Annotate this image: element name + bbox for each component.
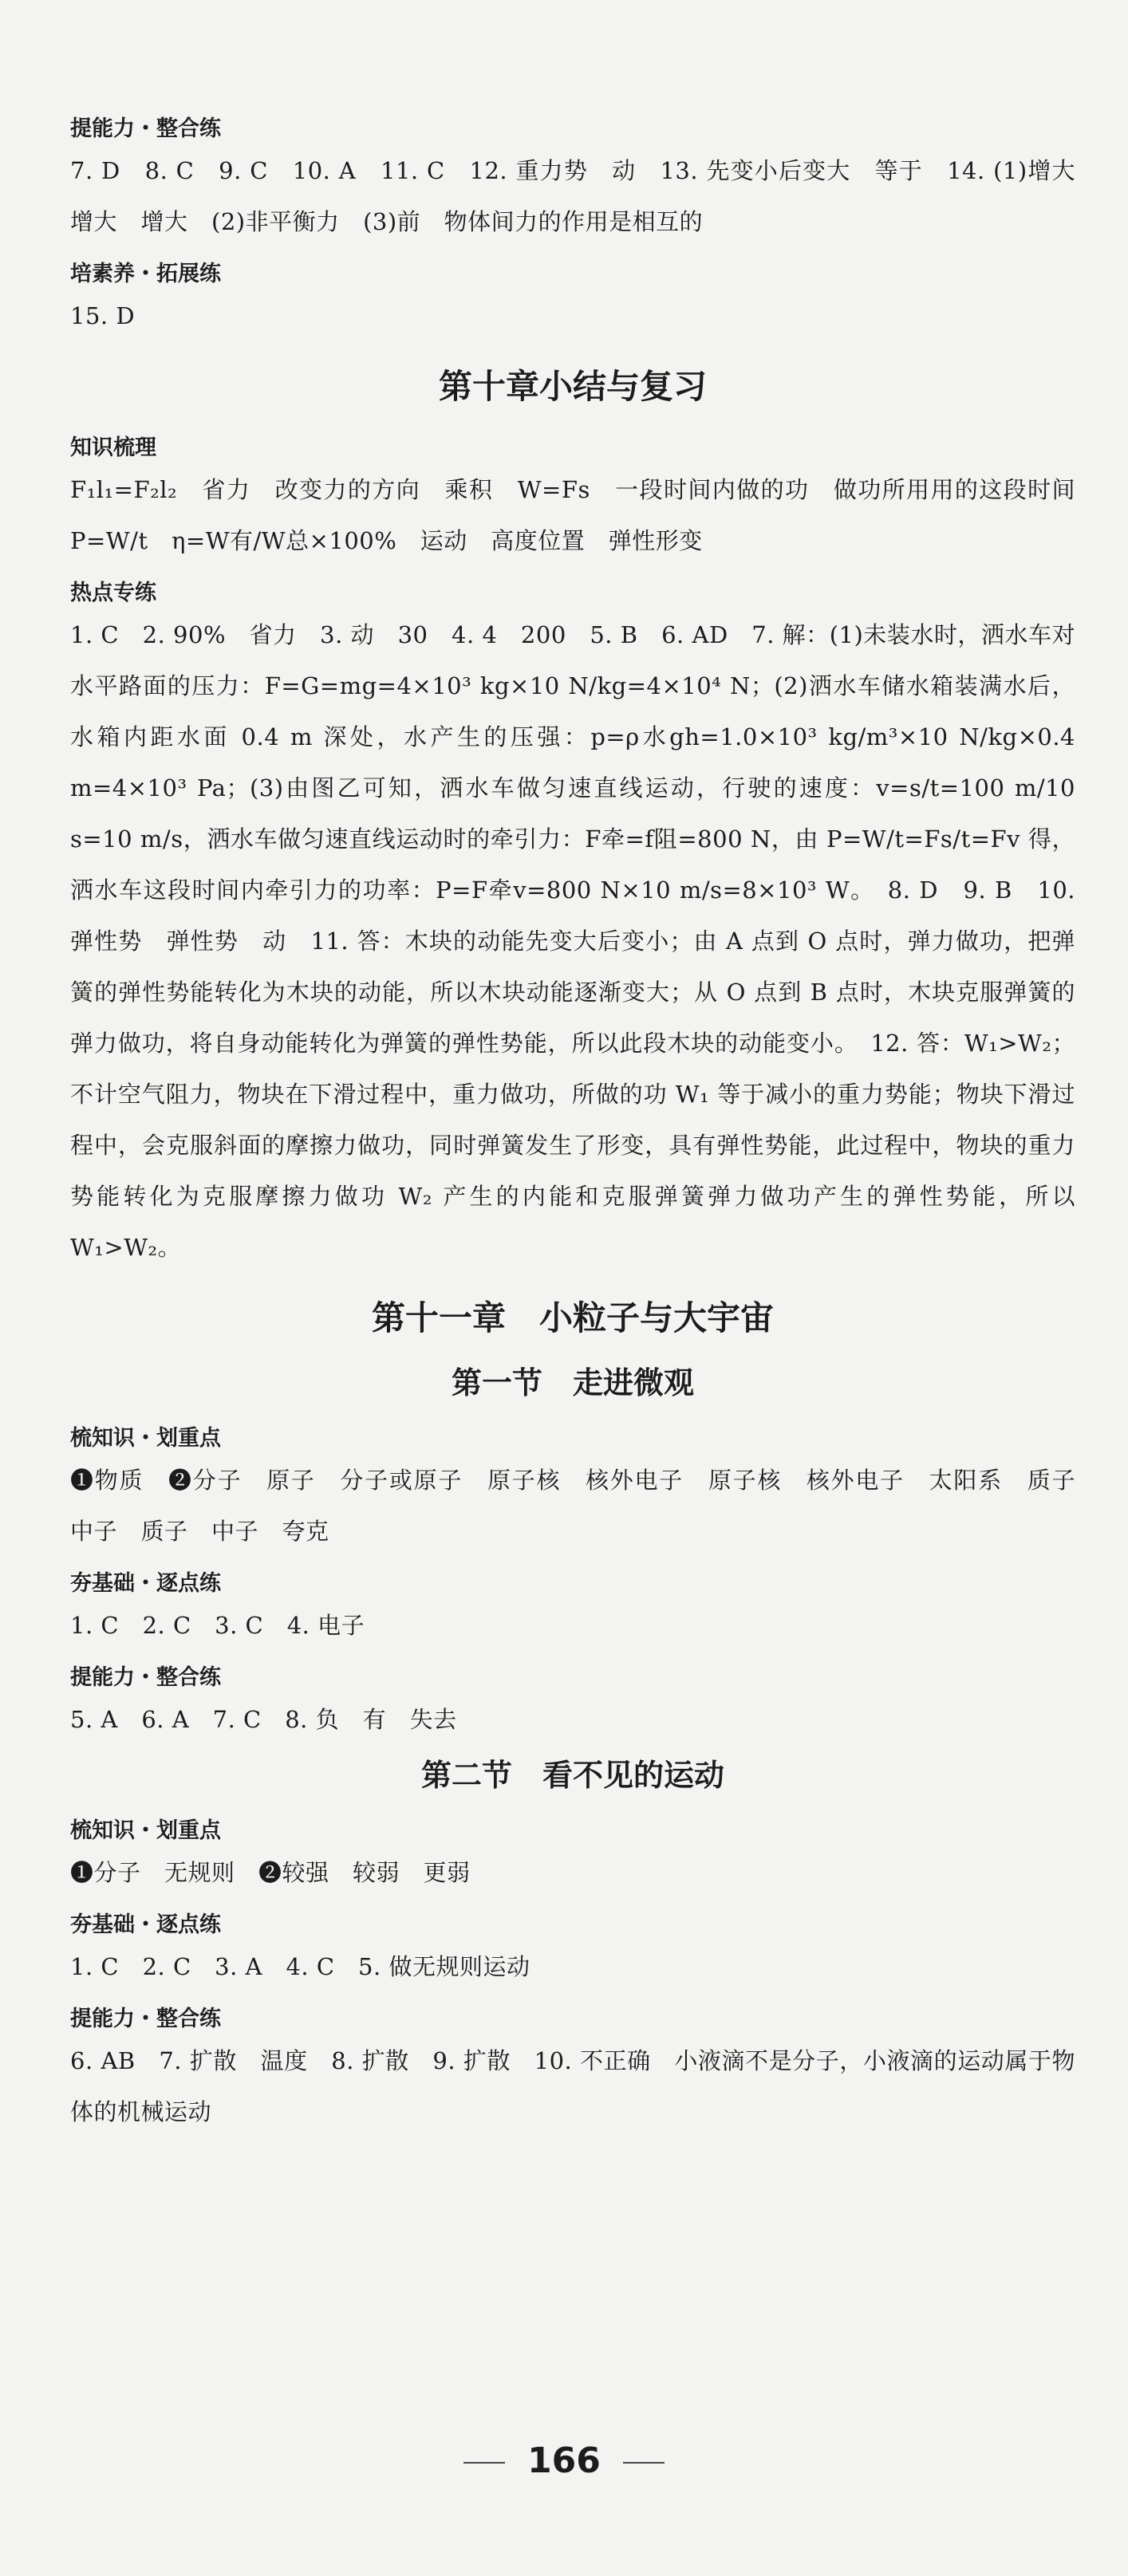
answer-paragraph: 5. A 6. A 7. C 8. 负 有 失去 <box>70 1706 457 1733</box>
section-label: 热点专练 <box>70 581 156 605</box>
answer-paragraph: 15. D <box>70 302 136 329</box>
section-label: 提能力・整合练 <box>70 116 221 141</box>
section-title: 第一节 走进微观 <box>451 1365 694 1400</box>
section-label: 知识梳理 <box>70 435 156 460</box>
section-label: 提能力・整合练 <box>70 2007 221 2031</box>
answer-paragraph: 1. C 2. C 3. C 4. 电子 <box>70 1612 365 1639</box>
footer-dash-right <box>623 2462 665 2464</box>
answer-paragraph: ❶分子 无规则 ❷较强 较弱 更弱 <box>70 1859 471 1886</box>
answer-paragraph: 1. C 2. 90% 省力 3. 动 30 4. 4 200 5. B 6. AD 7. 解：(1)未装水时，洒水车对水平路面的压力：F=G=mg=4×10³ kg×10 N/kg=4×10⁴ N；(2)洒水车储水箱装满水后，水箱内距水面 0.4 m 深处，水产生的压强：p=ρ水gh=1.0×10³ kg/m³×10 N/kg×0.4 m=4×10³ Pa；(3)由图乙可知，洒水车做匀速直线运动，行驶的速度：v=s/t=100 m/10 s=10 m/s，洒水车做匀速直线运动时的牵引力：F牵=f阻=800 N，由 P=W/t=Fs/t=Fv 得，洒水车这段时间内牵引力的功率：P=F牵v=800 N×10 m/s=8×10³ W。 8. D 9. B 10. 弹性势 弹性势 动 11. 答：木块的动能先变大后变小；由 A 点到 O 点时，弹力做功，把弹簧的弹性势能转化为木块的动能，所以木块动能逐渐变大；从 O 点到 B 点时，木块克服弹簧的弹力做功，将自身动能转化为弹簧的弹性势能，所以此段木块的动能变小。 12. 答：W₁>W₂；不计空气阻力，物块在下滑过程中，重力做功，所做的功 W₁ 等于减小的重力势能；物块下滑过程中，会克服斜面的摩擦力做功，同时弹簧发生了形变，具有弹性势能，此过程中，物块的重力势能转化为克服摩擦力做功 W₂ 产生的内能和克服弹簧弹力做功产生的弹性势能，所以 W₁>W₂。 <box>70 621 1075 1261</box>
page-number: 166 <box>527 2440 601 2481</box>
answer-paragraph: 7. D 8. C 9. C 10. A 11. C 12. 重力势 动 13. 先变小后变大 等于 14. (1)增大 增大 增大 (2)非平衡力 (3)前 物体间力的作用是相互的 <box>70 157 1099 235</box>
chapter-title: 第十一章 小粒子与大宇宙 <box>371 1298 774 1337</box>
section-label: 培素养・拓展练 <box>70 262 221 286</box>
section-label: 提能力・整合练 <box>70 1665 221 1690</box>
section-label: 夯基础・逐点练 <box>70 1912 221 1937</box>
answer-paragraph: 6. AB 7. 扩散 温度 8. 扩散 9. 扩散 10. 不正确 小液滴不是分子，小液滴的运动属于物体的机械运动 <box>70 2047 1075 2125</box>
section-label: 夯基础・逐点练 <box>70 1571 221 1596</box>
chapter-title: 第十章小结与复习 <box>438 367 707 406</box>
section-title: 第二节 看不见的运动 <box>420 1758 724 1793</box>
page-footer <box>0 2440 1128 2481</box>
answer-paragraph: F₁l₁=F₂l₂ 省力 改变力的方向 乘积 W=Fs 一段时间内做的功 做功所用用的这段时间 P=W/t η=W有/W总×100% 运动 高度位置 弹性形变 <box>70 476 1099 554</box>
section-label: 梳知识・划重点 <box>70 1818 221 1843</box>
footer-dash-left <box>463 2462 505 2464</box>
section-label: 梳知识・划重点 <box>70 1426 221 1451</box>
answer-paragraph: 1. C 2. C 3. A 4. C 5. 做无规则运动 <box>70 1953 530 1980</box>
answer-paragraph: ❶物质 ❷分子 原子 分子或原子 原子核 核外电子 原子核 核外电子 太阳系 质子 中子 质子 中子 夸克 <box>70 1467 1099 1545</box>
answer-content <box>70 102 1099 2137</box>
